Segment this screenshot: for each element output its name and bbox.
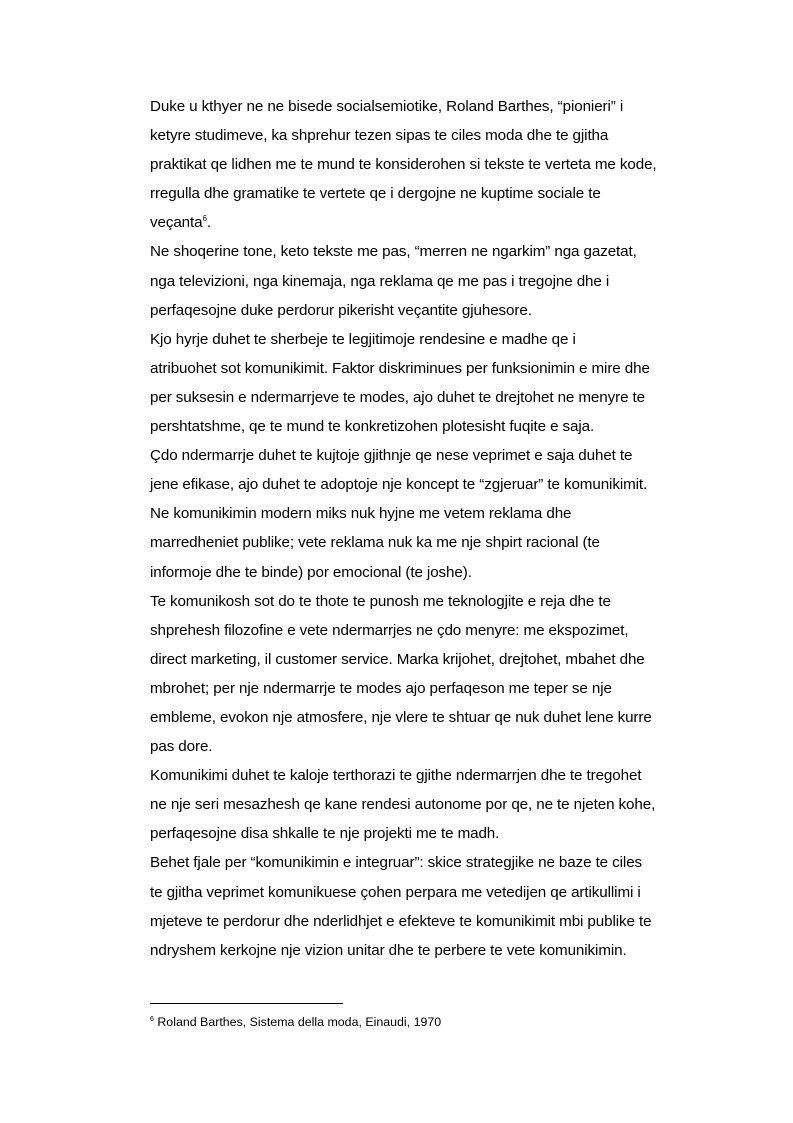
- text-line: mjeteve te perdorur dhe nderlidhjet e efekteve te komunikimit mbi publike te: [150, 912, 652, 930]
- footnote: [150, 1014, 441, 1030]
- text-line: rregulla dhe gramatike te vertete qe i dergojne ne kuptime sociale te: [150, 185, 601, 203]
- text-line: marredheniet publike; vete reklama nuk ka me nje shpirt racional (te: [150, 534, 600, 552]
- text-line: Komunikimi duhet te kaloje terthorazi te gjithe ndermarrjen dhe te tregohet: [150, 767, 642, 785]
- text-line: perfaqesojne disa shkalle te nje projekti me te madh.: [150, 825, 500, 843]
- footnote-reference[interactable]: 6: [202, 214, 207, 224]
- text-line: shprehesh filozofine e vete ndermarrjes ne çdo menyre: me ekspozimet,: [150, 621, 629, 639]
- text-line: Çdo ndermarrje duhet te kujtoje gjithnje qe nese veprimet e saja duhet te: [150, 447, 633, 465]
- text-line: pershtatshme, qe te mund te konkretizohen plotesisht fuqite e saja.: [150, 418, 595, 436]
- text-line: nga televizioni, nga kinemaja, nga reklama qe me pas i tregojne dhe i: [150, 272, 610, 290]
- text-line: jene efikase, ajo duhet te adoptoje nje koncept te “zgjeruar” te komunikimit.: [150, 476, 648, 494]
- text-line: direct marketing, il customer service. Marka krijohet, drejtohet, mbahet dhe: [150, 650, 645, 668]
- text-line: perfaqesojne duke perdorur pikerisht veçantite gjuhesore.: [150, 301, 532, 319]
- text-line: te gjitha veprimet komunikuese çohen perpara me vetedijen qe artikullimi i: [150, 883, 641, 901]
- text-line: ndryshem kerkojne nje vizion unitar dhe te perbere te vete komunikimin.: [150, 941, 627, 959]
- footnote-number: 6: [150, 1016, 154, 1023]
- text-line: mbrohet; per nje ndermarrje te modes ajo perfaqeson me teper se nje: [150, 679, 612, 697]
- text-line: Te komunikosh sot do te thote te punosh me teknologjite e reja dhe te: [150, 592, 611, 610]
- text-line: atribuohet sot komunikimit. Faktor diskriminues per funksionimin e mire dhe: [150, 359, 650, 377]
- body-text: [150, 92, 702, 965]
- text-line: Behet fjale per “komunikimin e integruar”: skice strategjike ne baze te ciles: [150, 854, 643, 872]
- text-line: Ne komunikimin modern miks nuk hyjne me vetem reklama dhe: [150, 505, 572, 523]
- text-line: per suksesin e ndermarrjeve te modes, ajo duhet te drejtohet ne menyre te: [150, 388, 646, 406]
- text-line: pas dore.: [150, 738, 213, 756]
- text-line-segment: veçanta: [150, 214, 203, 232]
- text-line: ketyre studimeve, ka shprehur tezen sipas te ciles moda dhe te gjitha: [150, 127, 609, 145]
- text-line: praktikat qe lidhen me te mund te konsiderohen si tekste te verteta me kode,: [150, 156, 657, 174]
- text-line-punctuation: .: [206, 214, 211, 232]
- text-line: embleme, evokon nje atmosfere, nje vlere te shtuar qe nuk duhet lene kurre: [150, 708, 652, 726]
- text-line: Ne shoqerine tone, keto tekste me pas, “merren ne ngarkim” nga gazetat,: [150, 243, 637, 261]
- text-line: Kjo hyrje duhet te sherbeje te legjitimoje rendesine e madhe qe i: [150, 330, 576, 348]
- text-line: Duke u kthyer ne ne bisede socialsemiotike, Roland Barthes, “pionieri” i: [150, 98, 624, 115]
- footnote-separator: [150, 1003, 343, 1004]
- text-line: informoje dhe te binde) por emocional (te joshe).: [150, 563, 472, 581]
- footnote-text: Roland Barthes, Sistema della moda, Einaudi, 1970: [153, 1015, 442, 1029]
- text-line-with-footnote-ref: [150, 208, 702, 237]
- text-line: ne nje seri mesazhesh qe kane rendesi autonome por qe, ne te njeten kohe,: [150, 796, 656, 814]
